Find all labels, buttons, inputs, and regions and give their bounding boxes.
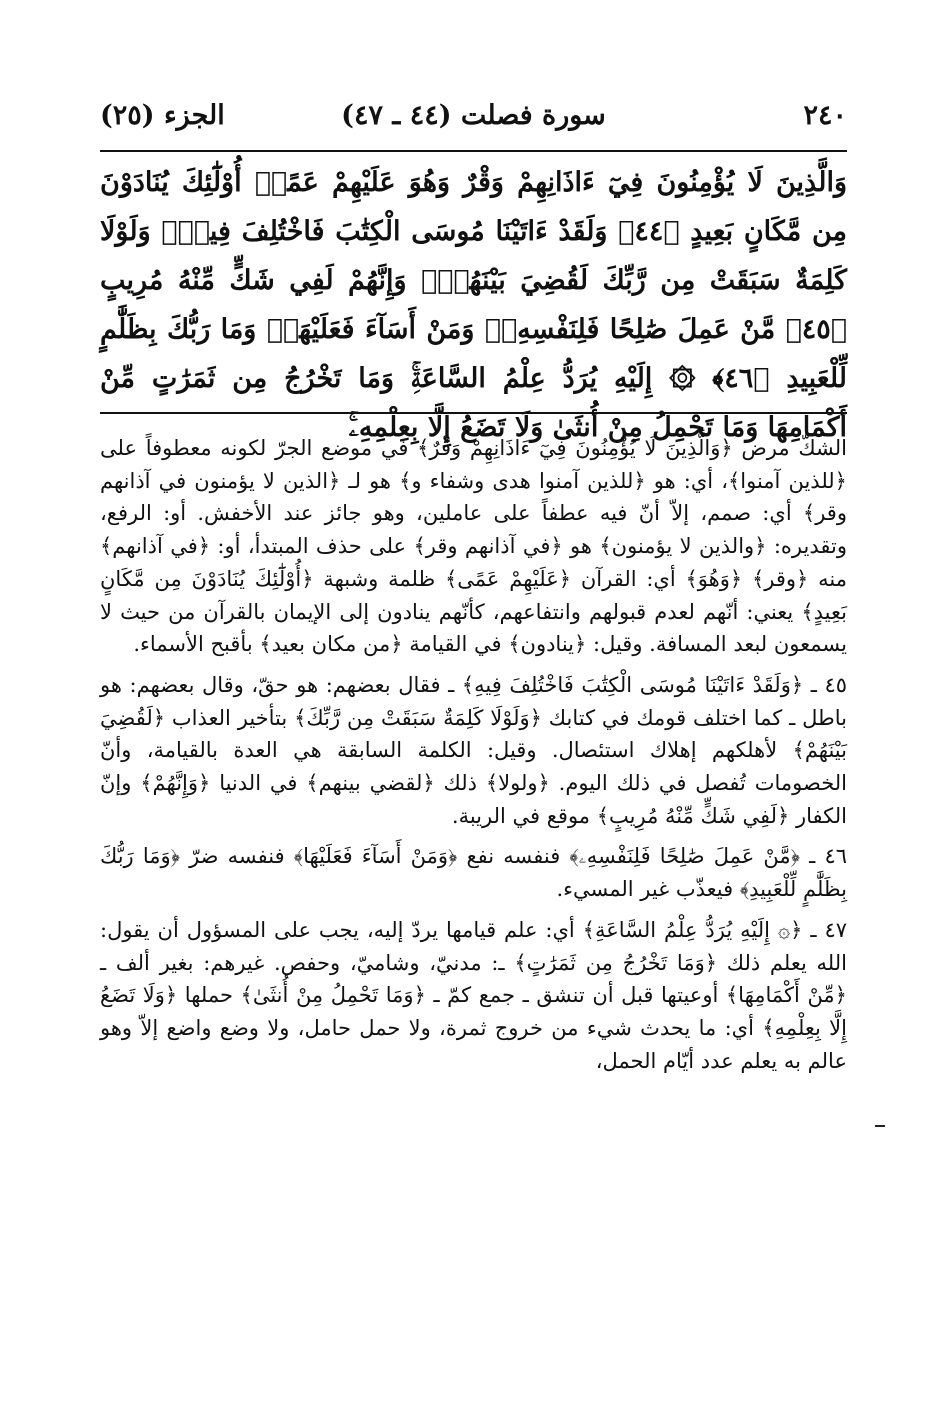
margin-mark xyxy=(875,1125,885,1127)
commentary xyxy=(100,432,847,1085)
commentary-paragraph: الشكّ مرض ﴿وَالَّذِينَ لَا يُؤْمِنُونَ فِيٓ ءَاذَانِهِمْ وَقْرٌ﴾ في موضع الجرّ لكونه معطوفاً على ﴿للذين آمنوا﴾، أي: هو ﴿للذين آمنوا هدى وشفاء و﴾ هو لـ ﴿الذين لا يؤمنون في آذانهم وقر﴾ أي: صمم، إلاّ أنّ فيه عطفاً على عاملين، وهو جائز عند الأخفش. أو: الرفع، وتقديره: ﴿والذين لا يؤمنون﴾ هو ﴿في آذانهم وقر﴾ على حذف المبتدأ، أو: ﴿في آذانهم﴾ منه ﴿وقر﴾ ﴿وَهُوَ﴾ أي: القرآن ﴿عَلَيْهِمْ عَمًى﴾ ظلمة وشبهة ﴿أُوْلَٰٓئِكَ يُنَادَوْنَ مِن مَّكَانٍ بَعِيدٍ﴾ يعني: أنّهم لعدم قبولهم وانتفاعهم، كأنّهم ينادون إلى الإيمان بالقرآن من حيث لا يسمعون لبعد المسافة. وقيل: ﴿ينادون﴾ في القيامة ﴿من مكان بعيد﴾ بأقبح الأسماء. xyxy=(100,436,847,657)
commentary-paragraph: ٤٧ ـ ﴿۞ إِلَيْهِ يُرَدُّ عِلْمُ السَّاعَةِ﴾ أي: علم قيامها يردّ إليه، يجب على المسؤول أن يقول: الله يعلم ذلك ﴿وَمَا تَخْرُجُ مِن ثَمَرَٰتٍ﴾ ـ: مدنيّ، وشاميّ، وحفص. غيرهم: بغير ألف ـ ﴿مِّنْ أَكْمَامِهَا﴾ أوعيتها قبل أن تنشق ـ جمع كمّ ـ ﴿وَمَا تَحْمِلُ مِنْ أُنثَىٰ﴾ حملها ﴿وَلَا تَضَعُ إِلَّا بِعِلْمِهِ﴾ أي: ما يحدث شيء من خروج ثمرة، ولا حمل حامل، ولا وضع واضع إلاّ وهو عالم به يعلم عدد أيّام الحمل، xyxy=(100,917,847,1073)
commentary-paragraph: ٤٦ ـ ﴿مَّنْ عَمِلَ صَٰلِحًا فَلِنَفْسِهِۦ﴾ فنفسه نفع ﴿وَمَنْ أَسَآءَ فَعَلَيْهَا﴾ فنفسه ضرّ ﴿وَمَا رَبُّكَ بِظَلَّٰمٍ لِّلْعَبِيدِ﴾ فيعذّب غير المسيء. xyxy=(100,844,847,902)
header-rule xyxy=(100,150,847,152)
page-number: ٢٤٠ xyxy=(803,100,847,131)
page-header xyxy=(100,100,847,140)
surah-title: سورة فصلت (٤٤ ـ ٤٧) xyxy=(341,100,606,131)
juz-label: الجزء (٢٥) xyxy=(100,100,225,131)
verses-rule xyxy=(100,412,847,414)
quran-verses: وَالَّذِينَ لَا يُؤْمِنُونَ فِيٓ ءَاذَانِهِمْ وَقْرٌ وَهُوَ عَلَيْهِمْ عَمًىۚ أُوْلَٰٓئِكَ يُنَادَوْنَ مِن مَّكَانٍ بَعِيدٍ ﴿٤٤﴾ وَلَقَدْ ءَاتَيْنَا مُوسَى الْكِتَٰبَ فَاخْتُلِفَ فِيهِۗ وَلَوْلَا كَلِمَةٌ سَبَقَتْ مِن رَّبِّكَ لَقُضِيَ بَيْنَهُمْۚ وَإِنَّهُمْ لَفِي شَكٍّ مِّنْهُ مُرِيبٍ ﴿٤٥﴾ مَّنْ عَمِلَ صَٰلِحًا فَلِنَفْسِهِۦۖ وَمَنْ أَسَآءَ فَعَلَيْهَاۗ وَمَا رَبُّكَ بِظَلَّٰمٍ لِّلْعَبِيدِ ﴿٤٦﴾ ۞ إِلَيْهِ يُرَدُّ عِلْمُ السَّاعَةِۚ وَمَا تَخْرُجُ مِن ثَمَرَٰتٍ مِّنْ أَكْمَامِهَا وَمَا تَحْمِلُ مِنْ أُنثَىٰ وَلَا تَضَعُ إِلَّا بِعِلْمِهِۦۚ xyxy=(100,167,847,443)
commentary-paragraph: ٤٥ ـ ﴿وَلَقَدْ ءَاتَيْنَا مُوسَى الْكِتَٰبَ فَاخْتُلِفَ فِيهِ﴾ ـ فقال بعضهم: هو حقّ، وقال بعضهم: هو باطل ـ كما اختلف قومك في كتابك ﴿وَلَوْلَا كَلِمَةٌ سَبَقَتْ مِن رَّبِّكَ﴾ بتأخير العذاب ﴿لَقُضِيَ بَيْنَهُمْ﴾ لأهلكهم إهلاك استئصال. وقيل: الكلمة السابقة هي العدة بالقيامة، وأنّ الخصومات تُفصل في ذلك اليوم. ﴿ولولا﴾ ذلك ﴿لقضي بينهم﴾ في الدنيا ﴿وَإِنَّهُمْ﴾ وإنّ الكفار ﴿لَفِي شَكٍّ مِّنْهُ مُرِيبٍ﴾ موقع في الريبة. xyxy=(100,672,847,828)
